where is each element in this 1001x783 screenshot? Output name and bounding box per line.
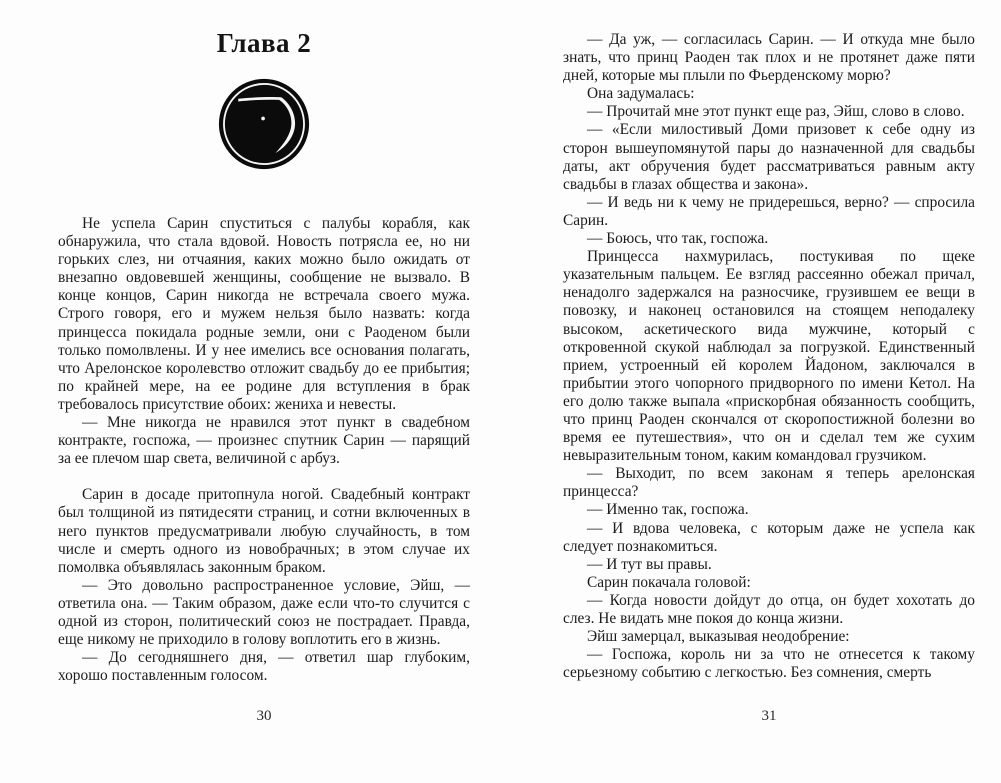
paragraph: — Это довольно распространенное условие, Эйш, — ответила она. — Таким образом, даже если что-то случится с одной из сторон, политический союз не пострадает. Правда, еще никому не приходило в голову воплотить его в жизнь.: [58, 576, 470, 649]
paragraph: — И вдова человека, с которым даже не успела как следует познакомиться.: [563, 519, 975, 555]
page-number-left: 30: [256, 708, 272, 724]
paragraph: — Да уж, — согласилась Сарин. — И откуда мне было знать, что принц Раоден так плох и не протянет даже пяти дней, которые мы плыли по Фьерденскому морю?: [563, 31, 975, 85]
paragraph: Сарин в досаде притопнула ногой. Свадебный контракт был толщиной из пятидесяти страниц, и сотни включенных в него пунктов предусматривали любую случайность, в том числе и смерть одного из новобрачных; в этом случае их помолвка объявлялась законным браком.: [58, 486, 470, 576]
paragraph: Эйш замерцал, выказывая неодобрение:: [587, 628, 850, 646]
paragraph: Она задумалась:: [587, 85, 695, 103]
chapter-emblem-icon: [218, 78, 310, 170]
page-left: [58, 0, 470, 783]
paragraph: — Выходит, по всем законам я теперь арелонская принцесса?: [563, 465, 975, 501]
paragraph: — До сегодняшнего дня, — ответил шар глубоким, хорошо поставленным голосом.: [58, 649, 470, 685]
paragraph: — Прочитай мне этот пункт еще раз, Эйш, слово в слово.: [587, 103, 965, 121]
page-number-right: 31: [761, 708, 777, 724]
paragraph: Принцесса нахмурилась, постукивая по щеке указательным пальцем. Ее взгляд рассеянно обежал причал, ненадолго задержался на разносчике, грузившем ее вещи в повозку, и наконец остановился на стоящем неподалеку высоком, аскетического вида мужчине, который с откровенной скукой наблюдал за погрузкой. Единственный прием, устроенный ей королем Йадоном, заключался в прибытии этого чопорного придворного по имени Кетол. На его долю также выпала «прискорбная обязанность сообщить, что принц Раоден скончался от скоропостижной болезни во время ее путешествия», что он и сделал тем же сухим невыразительным тоном, каким командовал грузчиком.: [563, 248, 975, 465]
paragraph: — Когда новости дойдут до отца, он будет хохотать до слез. Не видать мне покоя до конца жизни.: [563, 591, 975, 627]
paragraph: — Мне никогда не нравился этот пункт в свадебном контракте, госпожа, — произнес спутник Сарин — парящий за ее плечом шар света, величиной с арбуз.: [58, 414, 470, 468]
chapter-title: Глава 2: [216, 28, 312, 58]
paragraph: Не успела Сарин спуститься с палубы корабля, как обнаружила, что стала вдовой. Новость потрясла ее, но ни горьких слез, ни отчаяния, каких можно было ожидать от внезапно овдовевшей женщины, сообщение не вызвало. В конце концов, Сарин никогда не встречала своего мужа. Строго говоря, его и мужем нельзя было назвать: когда принцесса покидала родные земли, они с Раоденом были только помолвлены. И у нее имелись все основания полагать, что Арелонское королевство отложит свадьбу до ее прибытия; по крайней мере, на ее родине для вступления в брак требовалось присутствие обоих: жениха и невесты.: [58, 215, 470, 413]
paragraph: — И тут вы правы.: [587, 555, 712, 573]
paragraph: — Именно так, госпожа.: [587, 501, 749, 519]
paragraph: — «Если милостивый Доми призовет к себе одну из сторон вышеупомянутой пары до назначенной для свадьбы даты, акт обручения будет рассматриваться равным акту свадьбы в глазах общества и закона».: [563, 121, 975, 193]
right-page-text: [563, 31, 975, 682]
left-page-text: [58, 215, 470, 685]
paragraph: Сарин покачала головой:: [587, 573, 751, 591]
paragraph: — Госпожа, король ни за что не отнесется к такому серьезному событию с легкостью. Без сомнения, смерть: [563, 646, 975, 682]
paragraph: — И ведь ни к чему не придерешься, верно? — спросила Сарин.: [563, 193, 975, 229]
page-right: [563, 0, 975, 783]
paragraph: — Боюсь, что так, госпожа.: [587, 230, 769, 248]
